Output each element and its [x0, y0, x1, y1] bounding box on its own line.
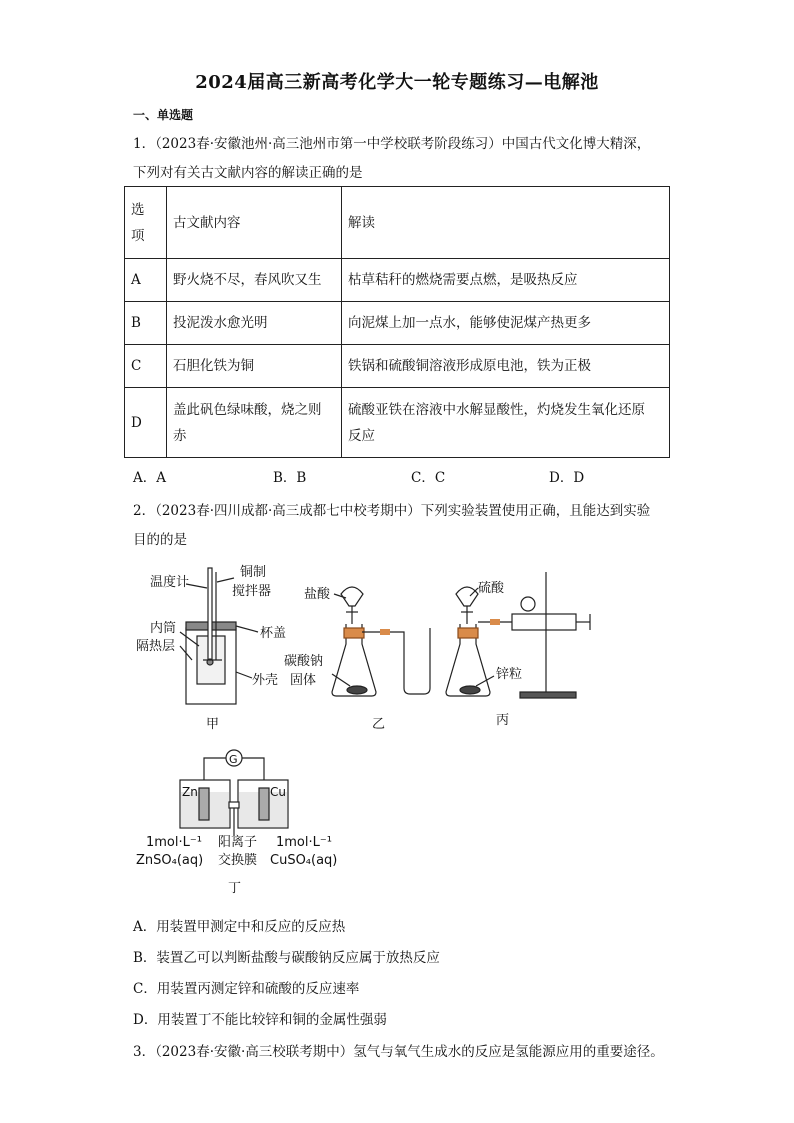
row-explain-line1: 硫酸亚铁在溶液中水解显酸性，灼烧发生氧化还原 [348, 401, 645, 418]
apparatus-figures [0, 548, 794, 908]
caption-jia: 甲 [206, 717, 220, 732]
label-membrane-1: 阳离子 [218, 835, 258, 850]
row-text: 石胆化铁为铜 [167, 345, 342, 388]
row-option: C [125, 345, 167, 388]
zinc-electrode [199, 788, 209, 820]
table-row [125, 388, 670, 458]
q1-option-c[interactable]: C．C [411, 470, 446, 486]
table-row [125, 259, 670, 302]
label-h2so4: 硫酸 [478, 581, 505, 596]
q1-stem-line1: 1．（2023春·安徽池州·高三池州市第一中学校联考阶段练习）中国古代文化博大精深， [133, 136, 651, 152]
table-header-text: 古文献内容 [167, 187, 342, 259]
label-stirrer-2: 搅拌器 [232, 584, 272, 599]
row-explain: 枯草秸秆的燃烧需要点燃，是吸热反应 [342, 259, 670, 302]
label-thermometer: 温度计 [150, 575, 190, 590]
stand-base [520, 692, 576, 698]
caption-ding: 丁 [228, 881, 242, 896]
label-sol-left: ZnSO₄(aq) [136, 853, 204, 868]
q2-stem-line2: 目的的是 [133, 532, 187, 548]
section-heading: 一、单选题 [133, 108, 194, 122]
rubber-joint [490, 619, 500, 625]
rubber-joint [380, 629, 390, 635]
q2-option-a[interactable]: A．用装置甲测定中和反应的反应热 [133, 919, 346, 935]
flask-utube-figure [332, 587, 430, 696]
outer-pointer [236, 672, 252, 678]
ancient-text-table [124, 186, 670, 458]
label-outer-shell: 外壳 [252, 673, 279, 688]
row-option: D [125, 388, 167, 458]
sodium-carbonate [347, 686, 367, 694]
label-na2co3-1: 碳酸钠 [284, 654, 324, 669]
q3-stem-line1: 3．（2023春·安徽·高三校联考期中）氢气与氧气生成水的反应是氢能源应用的重要途径。 [133, 1044, 664, 1060]
copper-electrode [259, 788, 269, 820]
label-meter: G [229, 753, 238, 766]
row-explain: 铁锅和硫酸铜溶液形成原电池，铁为正极 [342, 345, 670, 388]
label-stirrer-1: 铜制 [240, 565, 267, 580]
separatory-funnel [456, 587, 478, 606]
q2-stem-line1: 2．（2023春·四川成都·高三成都七中校考期中）下列实验装置使用正确，且能达到实验 [133, 503, 651, 519]
flask-stopper [344, 628, 364, 638]
label-zinc: 锌粒 [496, 667, 523, 682]
label-lid: 杯盖 [260, 626, 287, 641]
exchange-membrane [229, 802, 239, 808]
label-hcl: 盐酸 [304, 587, 331, 602]
label-inner-cup: 内筒 [150, 621, 177, 636]
row-explain: 向泥煤上加一点水，能够使泥煤产热更多 [342, 302, 670, 345]
q2-option-d[interactable]: D．用装置丁不能比较锌和铜的金属性强弱 [133, 1012, 387, 1028]
label-na2co3-2: 固体 [290, 673, 317, 688]
thermometer [208, 568, 212, 660]
row-explain [342, 388, 670, 458]
q1-option-a[interactable]: A．A [133, 470, 166, 486]
caption-yi: 乙 [372, 717, 386, 732]
label-cu: Cu [270, 785, 286, 799]
lid-pointer [236, 626, 258, 632]
label-membrane-2: 交换膜 [218, 853, 258, 868]
row-option: A [125, 259, 167, 302]
table-header-explain: 解读 [342, 187, 670, 259]
header-option-char1: 选 [131, 201, 145, 218]
table-header-row [125, 187, 670, 259]
row-text-line1: 盖此矾色绿味酸，烧之则 [173, 401, 322, 418]
label-zn: Zn [182, 785, 198, 799]
q1-option-d[interactable]: D．D [549, 470, 585, 486]
label-conc-left: 1mol·L⁻¹ [146, 835, 202, 850]
header-option-char2: 项 [131, 227, 145, 244]
row-text-line2: 赤 [173, 427, 187, 444]
q1-stem-line2: 下列对有关古文献内容的解读正确的是 [133, 165, 363, 181]
thermometer-pointer [186, 584, 207, 588]
row-text: 投泥泼水愈光明 [167, 302, 342, 345]
row-option: B [125, 302, 167, 345]
q2-option-b[interactable]: B．装置乙可以判断盐酸与碳酸钠反应属于放热反应 [133, 950, 440, 966]
label-insulation: 隔热层 [136, 639, 176, 654]
row-explain-line2: 反应 [348, 427, 375, 444]
flask-stopper [458, 628, 478, 638]
zinc-granules [460, 686, 480, 694]
table-row [125, 302, 670, 345]
syringe-barrel [512, 614, 576, 630]
q2-option-c[interactable]: C．用装置丙测定锌和硫酸的反应速率 [133, 981, 360, 997]
q1-option-b[interactable]: B．B [273, 470, 307, 486]
label-sol-right: CuSO₄(aq) [270, 853, 338, 868]
caption-bing: 丙 [496, 713, 510, 728]
row-text: 野火烧不尽，春风吹又生 [167, 259, 342, 302]
page-title: 2024届高三新高考化学大一轮专题练习—电解池 [195, 72, 599, 93]
row-text [167, 388, 342, 458]
table-header-option [125, 187, 167, 259]
separatory-funnel [341, 587, 363, 606]
stirrer-pointer [217, 578, 234, 582]
label-conc-right: 1mol·L⁻¹ [276, 835, 332, 850]
table-row [125, 345, 670, 388]
stopwatch-icon [521, 597, 535, 611]
